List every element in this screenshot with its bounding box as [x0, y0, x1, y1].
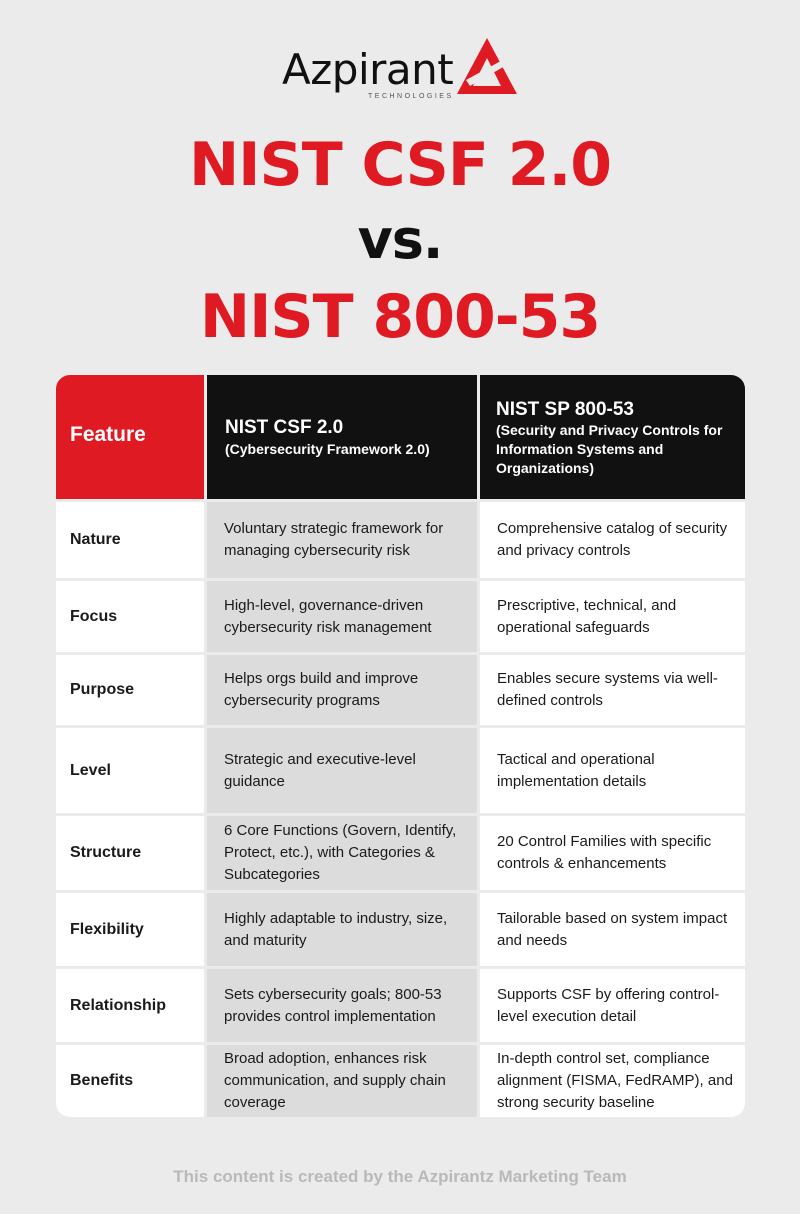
header-feature-cell	[56, 375, 204, 499]
row-sp-value: 20 Control Families with specific controls & enhancements	[480, 816, 745, 890]
row-csf-value: Broad adoption, enhances risk communication, and supply chain coverage	[207, 1045, 477, 1117]
row-sp-value: Tailorable based on system impact and needs	[480, 893, 745, 966]
header-csf-subtitle: (Cybersecurity Framework 2.0)	[225, 441, 430, 457]
title-line-80053: NIST 800-53	[199, 282, 601, 352]
header-sp-cell	[480, 375, 745, 499]
row-feature: Focus	[56, 581, 204, 652]
row-sp-value: Prescriptive, technical, and operational safeguards	[480, 581, 745, 652]
header-sp-title: NIST SP 800-53	[496, 399, 635, 420]
row-sp-value: In-depth control set, compliance alignment (FISMA, FedRAMP), and strong security baseline	[480, 1045, 745, 1117]
row-feature: Benefits	[56, 1045, 204, 1117]
header-csf-cell	[207, 375, 477, 499]
table-row	[56, 969, 745, 1042]
row-feature: Structure	[56, 816, 204, 890]
header-sp-subtitle: (Security and Privacy Controls for Information Systems and Organizations)	[496, 422, 723, 476]
table-row	[56, 1045, 745, 1117]
brand-name: Azpirant	[282, 45, 454, 94]
row-sp-value: Comprehensive catalog of security and privacy controls	[480, 502, 745, 578]
table-row	[56, 581, 745, 652]
footer-credit: This content is created by the Azpirantz Marketing Team	[173, 1167, 627, 1186]
row-csf-value: Sets cybersecurity goals; 800-53 provides control implementation	[207, 969, 477, 1042]
table-row	[56, 655, 745, 725]
row-csf-value: Voluntary strategic framework for managing cybersecurity risk	[207, 502, 477, 578]
row-csf-value: Strategic and executive-level guidance	[207, 728, 477, 813]
row-feature: Purpose	[56, 655, 204, 725]
row-csf-value: High-level, governance-driven cybersecurity risk management	[207, 581, 477, 652]
logo-triangle-icon	[456, 36, 518, 98]
row-sp-value: Supports CSF by offering control-level execution detail	[480, 969, 745, 1042]
row-feature: Nature	[56, 502, 204, 578]
comparison-table	[56, 375, 745, 1117]
row-feature: Flexibility	[56, 893, 204, 966]
row-sp-value: Tactical and operational implementation details	[480, 728, 745, 813]
header-feature-label: Feature	[70, 423, 146, 446]
header-csf-title: NIST CSF 2.0	[225, 417, 344, 438]
row-feature: Level	[56, 728, 204, 813]
table-row	[56, 502, 745, 578]
table-row	[56, 728, 745, 813]
row-csf-value: Helps orgs build and improve cybersecurity programs	[207, 655, 477, 725]
row-csf-value: Highly adaptable to industry, size, and maturity	[207, 893, 477, 966]
title-line-csf: NIST CSF 2.0	[188, 130, 612, 200]
brand-logo	[0, 36, 800, 106]
page-title	[0, 130, 800, 352]
table-row	[56, 893, 745, 966]
row-sp-value: Enables secure systems via well-defined controls	[480, 655, 745, 725]
row-feature: Relationship	[56, 969, 204, 1042]
table-row	[56, 816, 745, 890]
row-csf-value: 6 Core Functions (Govern, Identify, Protect, etc.), with Categories & Subcategories	[207, 816, 477, 890]
brand-tagline: TECHNOLOGIES	[368, 93, 454, 100]
title-line-vs: vs.	[357, 208, 443, 271]
